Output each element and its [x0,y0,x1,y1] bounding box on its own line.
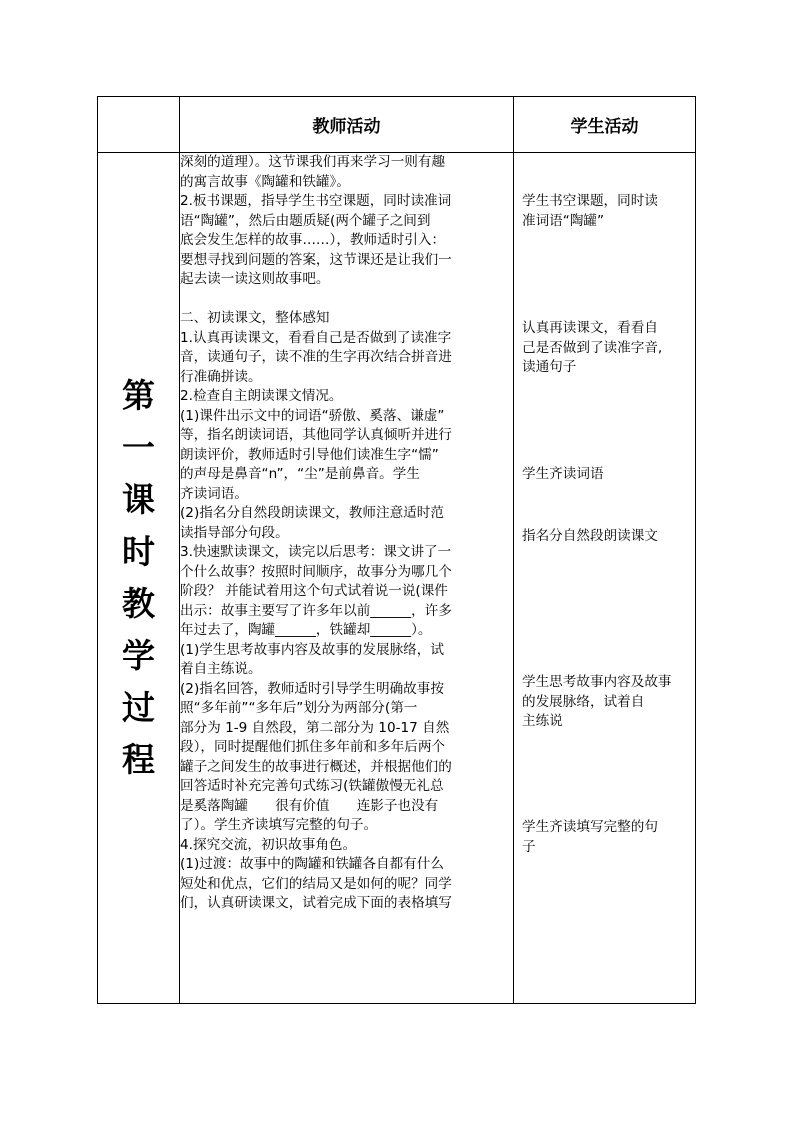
student-activity-block [522,319,691,378]
teacher-text-line: 2.板书课题，指导学生书空课题，同时读准词 [180,193,452,209]
student-text-line: 学生齐读词语 [522,466,604,482]
teacher-text-line: 深刻的道理）。这节课我们再来学习一则有趣 [180,154,446,170]
header-empty-cell [98,97,180,153]
teacher-text-line: (1)过渡：故事中的陶罐和铁罐各自都有什么 [180,856,444,872]
teacher-text-line: 行准确拼读。 [180,368,262,385]
teacher-text-line: 等，指名朗读词语，其他同学认真倾听并进行 [180,427,452,443]
header-student-activity: 学生活动 [514,97,696,153]
student-activity-cell [514,153,696,1004]
teacher-text-line: 音，读通句子，读不准的生字再次结合拼音进 [180,349,452,365]
teacher-text-line: 的寓言故事《陶罐和铁罐》。 [180,173,350,190]
student-text-line: 的发展脉络，试着自 [522,693,645,710]
student-activity-block [522,465,691,485]
student-activity-block [522,673,691,732]
vertical-title-char: 课 [122,480,155,519]
student-text-line: 主练说 [522,713,563,729]
teacher-text-line: 1.认真再读课文，看看自己是否做到了读准字 [180,329,452,346]
vertical-title-char: 学 [122,636,155,675]
student-text-line: 指名分自然段朗读课文 [522,528,658,544]
teacher-text-line: 起去读一读这则故事吧。 [180,271,330,287]
teacher-activity-cell [180,153,514,1004]
student-text-line: 学生书空课题，同时读 [522,193,658,209]
teacher-text-line: 语“陶罐”，然后由题质疑(两个罐子之间到 [180,212,431,229]
teacher-text-line: 底会发生怎样的故事……），教师适时引入： [180,232,446,248]
vertical-title-char: 教 [122,584,155,623]
teacher-text-line: 回答适时补充完善句式练习(铁罐傲慢无礼总 [180,778,444,794]
teacher-text-line: 读指导部分句段。 [180,524,289,541]
teacher-text-line: (1)课件出示文中的词语“骄傲、奚落、谦虚” [180,407,445,424]
teacher-text-line: 阶段？ 并能试着用这个句式试着说一说(课件 [180,583,448,599]
student-activity-block [522,192,691,231]
teacher-text-line: (1)学生思考故事内容及故事的发展脉络，试 [180,641,444,658]
teacher-text-line: 罐子之间发生的故事进行概述，并根据他们的 [180,758,452,775]
teacher-text-line: 要想寻找到问题的答案，这节课还是让我们一 [180,251,452,268]
vertical-title-char: 一 [122,428,155,467]
teacher-text-line: 3.快速默读课文，读完以后思考：课文讲了一 [180,544,452,560]
student-text-line: 读通句子 [522,359,577,375]
vertical-title-char: 时 [122,532,155,571]
student-text-line: 学生思考故事内容及故事 [522,674,672,690]
teacher-text-line: 2.检查自主朗读课文情况。 [180,388,343,404]
student-text-line: 认真再读课文，看看自 [522,320,658,336]
teacher-text-line: 了）。学生齐读填写完整的句子。 [180,817,378,833]
teacher-text-line: 个什么故事？按照时间顺序，故事分为哪几个 [180,563,452,580]
table-header-row [98,97,696,153]
teacher-text-line: 段），同时提醒他们抓住多年前和多年后两个 [180,739,446,755]
teacher-text-line: 是奚落陶罐 很有价值 连影子也没有 [180,797,439,814]
vertical-title [98,370,179,786]
teacher-text-line: 年过去了，陶罐______，铁罐却______）。 [180,622,432,638]
student-text-line: 准词语“陶罐” [522,212,605,229]
student-activity-block [522,527,691,547]
teacher-text-line: 们，认真研读课文，试着完成下面的表格填写 [180,895,452,911]
header-teacher-activity: 教师活动 [180,97,514,153]
teacher-text-line: (2)指名分自然段朗读课文，教师注意适时范 [180,505,444,521]
teacher-text-line: 照“多年前”“多年后”划分为两部分(第一 [180,700,418,716]
teacher-text-line: 齐读词语。 [180,485,248,502]
student-activity-block [522,818,691,857]
teacher-text-line: 朗读评价，教师适时引导他们读准生字“懦” [180,446,439,463]
teacher-text-line: 4.探究交流，初识故事角色。 [180,836,357,853]
teacher-text-line: 二、初读课文，整体感知 [180,310,330,326]
table-body-row [98,153,696,1004]
teacher-text-line: 出示：故事主要写了许多年以前______，许多 [180,602,452,619]
teacher-text-line: 部分为 1-9 自然段，第二部分为 10-17 自然 [180,719,450,736]
student-text-line: 子 [522,838,536,855]
student-text-line: 己是否做到了读准字音, [522,339,663,356]
vertical-title-char: 过 [122,688,155,727]
teacher-text-line: 短处和优点，它们的结局又是如何的呢？同学 [180,875,452,892]
teacher-text-line: 的声母是鼻音“n”，“尘”是前鼻音。学生 [180,466,420,482]
vertical-title-cell [98,153,180,1004]
teacher-text-line: (2)指名回答，教师适时引导学生明确故事按 [180,680,444,697]
vertical-title-char: 第 [122,376,155,415]
student-text-line: 学生齐读填写完整的句 [522,819,658,835]
lesson-plan-table [97,96,696,1004]
vertical-title-char: 程 [122,740,155,779]
teacher-text-line: 着自主练说。 [180,661,262,677]
teacher-text-line [180,290,513,310]
